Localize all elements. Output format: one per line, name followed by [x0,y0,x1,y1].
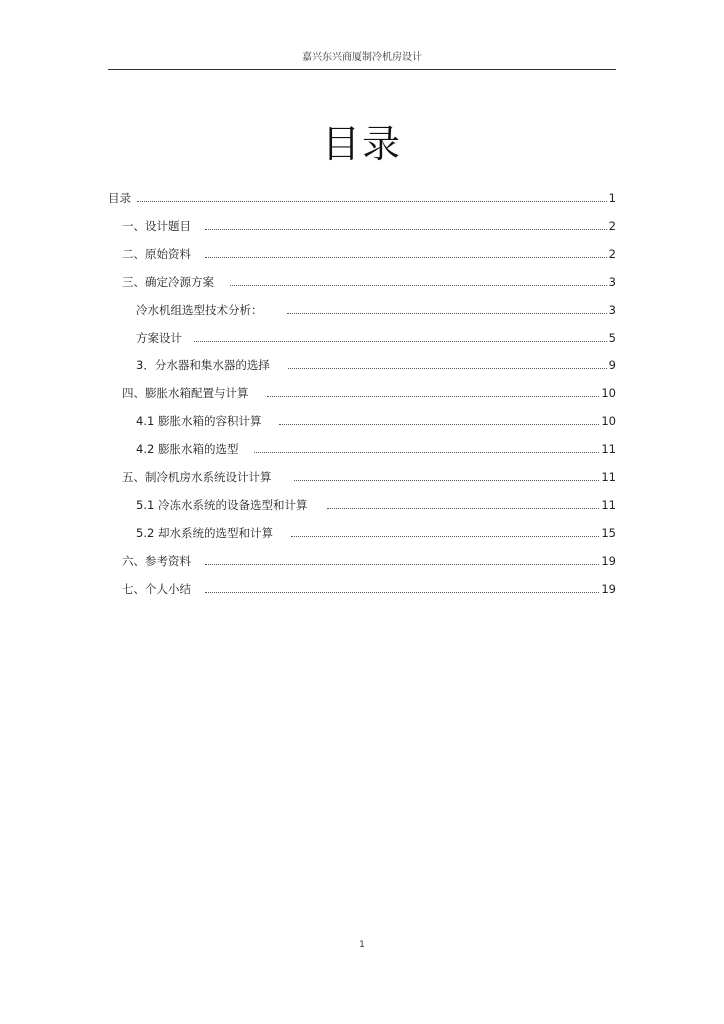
toc-dot-leader [230,285,607,286]
toc-entry-label: 二、原始资料 [122,246,191,261]
toc-entry[interactable] [122,467,616,485]
toc-entry[interactable] [136,300,616,318]
header-rule [108,69,616,70]
toc-dot-leader [288,368,607,369]
toc-entry-page: 9 [608,358,616,373]
toc-dot-leader [294,480,600,481]
toc-entry[interactable] [122,383,616,401]
toc-entry-page: 10 [601,414,616,429]
toc-entry-page: 2 [608,246,616,261]
toc-entry[interactable] [136,328,616,346]
toc-entry-page: 3 [608,302,616,317]
toc-entry-label: 三、确定冷源方案 [122,274,214,289]
toc-entry[interactable] [122,216,616,234]
toc-entry[interactable] [122,244,616,262]
toc-entry-label: 冷水机组选型技术分析： [136,302,263,317]
toc-entry-page: 15 [601,525,616,540]
toc-entry[interactable] [122,551,616,569]
toc-entry-page: 11 [601,497,616,512]
toc-entry-page: 1 [608,191,616,205]
page-title: 目录 [321,122,402,166]
toc-dot-leader [267,396,600,397]
toc-dot-leader [205,592,599,593]
toc-entry[interactable] [136,439,616,457]
toc-entry-page: 5 [608,330,616,345]
toc-entry-label: 5.1 冷冻水系统的设备选型和计算 [136,497,308,512]
toc-dot-leader [194,341,607,342]
toc-entry-label: 方案设计 [136,330,182,345]
toc-entry-page: 19 [601,581,616,596]
toc-dot-leader [254,452,599,453]
toc-entry-page: 3 [608,274,616,289]
toc-dot-leader [205,229,607,230]
toc-entry-page: 10 [601,386,616,401]
toc-entry-label: 3．分水器和集水器的选择 [136,358,270,373]
toc-entry[interactable] [136,355,616,373]
toc-entry-label: 一、设计题目 [122,218,191,233]
toc-entry-label: 七、个人小结 [122,581,191,596]
toc-entry-label: 五、制冷机房水系统设计计算 [122,470,272,484]
toc-dot-leader [205,257,607,258]
toc-entry-label: 目录 [108,191,131,205]
toc-dot-leader [279,424,599,425]
toc-entry-page: 11 [601,442,616,457]
toc-dot-leader [291,536,599,537]
toc-dot-leader [327,508,599,509]
toc-entry-page: 11 [601,470,616,484]
toc-dot-leader [137,201,607,202]
toc-dot-leader [287,313,607,314]
running-header: 嘉兴东兴商厦制冷机房设计 [302,52,422,63]
toc-entry[interactable] [108,188,616,206]
toc-entry-label: 4.1 膨胀水箱的容积计算 [136,414,262,429]
toc-entry[interactable] [136,495,616,513]
toc-dot-leader [205,564,599,565]
toc-entry-label: 4.2 膨胀水箱的选型 [136,442,239,457]
toc-entry[interactable] [122,579,616,597]
toc-entry[interactable] [136,411,616,429]
toc-entry-label: 5.2 却水系统的选型和计算 [136,525,273,540]
toc-entry-page: 2 [608,218,616,233]
toc-entry[interactable] [136,523,616,541]
toc-entry-label: 四、膨胀水箱配置与计算 [122,386,249,401]
page-number: 1 [359,940,365,950]
toc-entry-label: 六、参考资料 [122,553,191,568]
toc-entry[interactable] [122,272,616,290]
toc-entry-page: 19 [601,553,616,568]
